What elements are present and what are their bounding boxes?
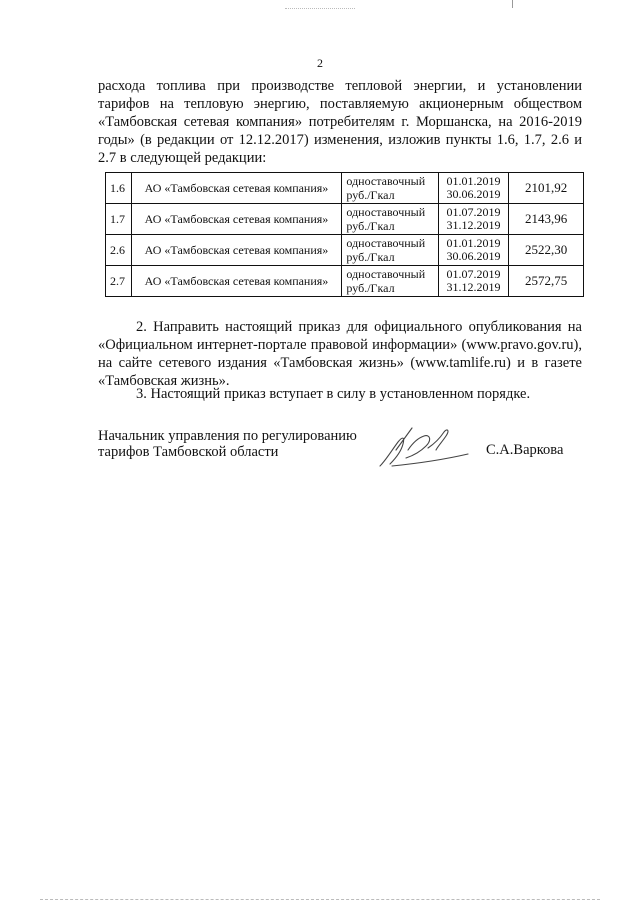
tariff-table <box>105 172 584 297</box>
period-to: 30.06.2019 <box>446 187 501 201</box>
effective-date-paragraph: 3. Настоящий приказ вступает в силу в установленном порядке. <box>136 386 531 402</box>
organization-cell: АО «Тамбовская сетевая компания» <box>131 173 342 204</box>
tariff-value: 2522,30 <box>509 235 584 266</box>
period-cell <box>438 266 509 297</box>
organization-cell: АО «Тамбовская сетевая компания» <box>131 204 342 235</box>
page-number: 2 <box>317 56 323 70</box>
period-cell <box>438 235 509 266</box>
period-cell <box>438 204 509 235</box>
tariff-unit: руб./Гкал <box>346 281 395 295</box>
handwritten-signature <box>372 420 472 472</box>
scan-artifact-bottom <box>40 899 600 901</box>
period-to: 31.12.2019 <box>446 280 501 294</box>
row-number: 2.6 <box>106 235 132 266</box>
table-row <box>106 173 584 204</box>
tariff-type-cell <box>342 266 438 297</box>
tariff-unit: руб./Гкал <box>346 219 395 233</box>
signatory-name: С.А.Варкова <box>486 442 564 458</box>
row-number: 2.7 <box>106 266 132 297</box>
tariff-unit: руб./Гкал <box>346 250 395 264</box>
tariff-type: одноставочный <box>346 205 426 219</box>
tariff-value: 2143,96 <box>509 204 584 235</box>
row-number: 1.7 <box>106 204 132 235</box>
period-to: 31.12.2019 <box>446 218 501 232</box>
intro-paragraph: расхода топлива при производстве тепловой энергии, и установлении тарифов на тепловую энергию, поставляемую акционерным обществом «Тамбовская сетевая компания» потребителям г. Моршанска, на 2016-2019 годы» (в редакции от 12.12.2017) изменения, изложив пункты 1.6, 1.7, 2.6 и 2.7 в следующей редакции: <box>98 78 582 166</box>
tariff-value: 2101,92 <box>509 173 584 204</box>
organization-cell: АО «Тамбовская сетевая компания» <box>131 266 342 297</box>
tariff-value: 2572,75 <box>509 266 584 297</box>
scan-artifact-top <box>285 8 355 11</box>
scan-artifact-tick <box>512 0 513 8</box>
table-row <box>106 235 584 266</box>
tariff-type-cell <box>342 235 438 266</box>
tariff-type: одноставочный <box>346 236 426 250</box>
period-from: 01.01.2019 <box>446 174 501 188</box>
period-from: 01.07.2019 <box>446 267 501 281</box>
row-number: 1.6 <box>106 173 132 204</box>
table-row <box>106 266 584 297</box>
organization-cell: АО «Тамбовская сетевая компания» <box>131 235 342 266</box>
tariff-unit: руб./Гкал <box>346 188 395 202</box>
signatory-title: Начальник управления по регулированию тарифов Тамбовской области <box>98 428 357 460</box>
tariff-type-cell <box>342 204 438 235</box>
tariff-type: одноставочный <box>346 174 426 188</box>
table-row <box>106 204 584 235</box>
publication-paragraph: 2. Направить настоящий приказ для официального опубликования на «Официальном интернет-портале правовой информации» (www.pravo.gov.ru), на сайте сетевого издания «Тамбовская жизнь» (www.tamlife.ru) и в газете «Тамбовская жизнь». <box>98 319 582 389</box>
period-cell <box>438 173 509 204</box>
period-from: 01.07.2019 <box>446 205 501 219</box>
period-to: 30.06.2019 <box>446 249 501 263</box>
tariff-type-cell <box>342 173 438 204</box>
tariff-type: одноставочный <box>346 267 426 281</box>
period-from: 01.01.2019 <box>446 236 501 250</box>
